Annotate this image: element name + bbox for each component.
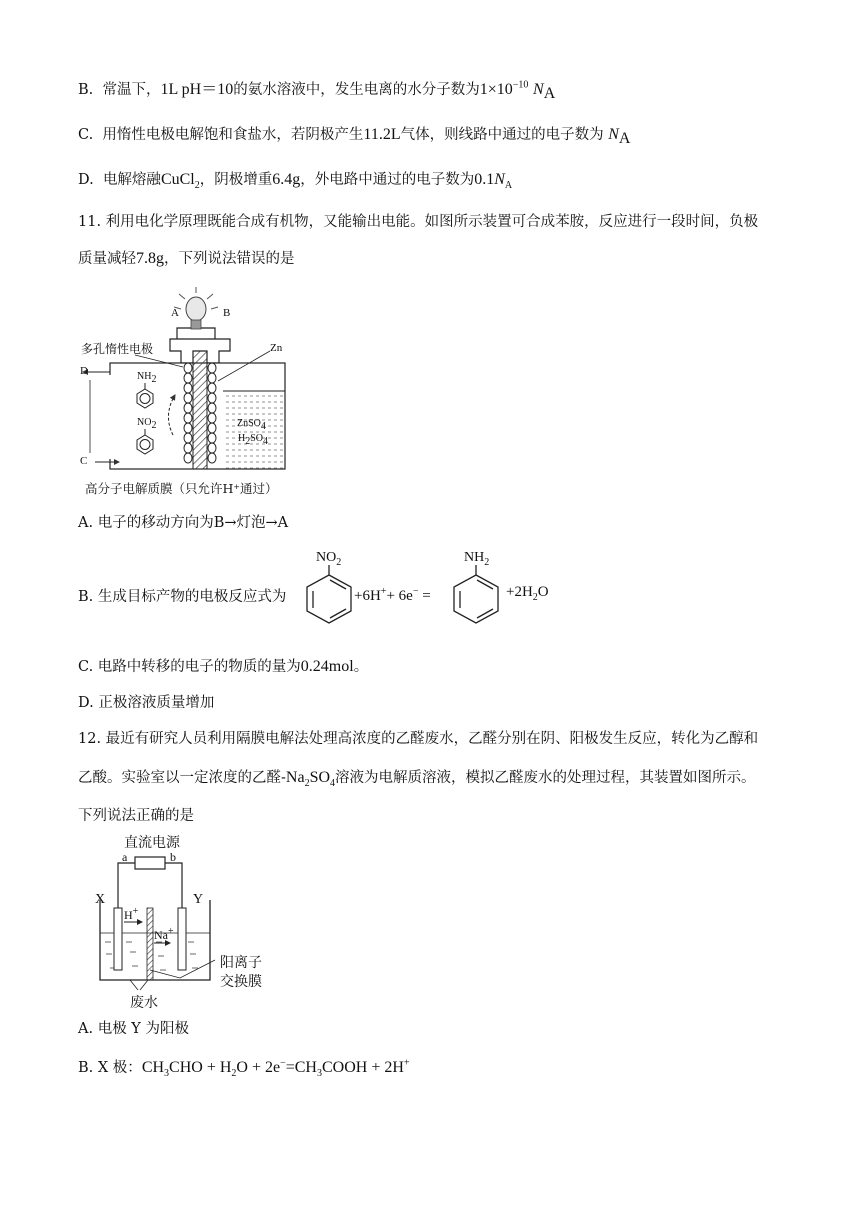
electrode-label: 多孔惰性电极 [81,342,154,356]
q11-option-d: D. 正极溶液质量增加 [78,695,215,711]
electrode-y-label: Y [193,892,204,907]
q10-option-d: D. 电解熔融CuCl$_2$，阴极增重6.4g，外电路中通过的电子数为$0.1N_A$ [78,171,513,192]
no2-group-label: $NO_2$ [316,550,342,568]
terminal-b-label: B [223,307,231,319]
q10-option-c: C. 用惰性电极电解饱和食盐水，若阴极产生11.2L气体，则线路中通过的电子数为 $N_A$ [78,126,631,147]
q12-figure [90,830,290,1015]
terminal-b-label: b [170,850,176,864]
zn-label: Zn [270,342,283,354]
q12-stem-line2: 乙酸。实验室以一定浓度的乙醛$-Na_2SO_4$溶液为电解质溶液，模拟乙醛废水的处理过程，其装置如图所示。 [78,769,756,790]
q10-option-b: B. 常温下，1L pH＝10的氨水溶液中，发生电离的水分子数为$1\times 10^{-10}$ $N_A$ [78,79,556,102]
q12-option-a: A. 电极 Y 为阳极 [78,1021,189,1037]
electrode-x-label: X [95,892,106,907]
na-ion-label: Na+ [154,926,174,942]
reactant-terms: +6H++ 6e− = [354,586,431,604]
inlet-c-label: C [80,455,88,467]
membrane-label-line2: 交换膜 [220,974,262,990]
no2-label: $NO_2$ [137,417,157,431]
terminal-a-label: a [122,850,128,864]
q11-option-b: B. 生成目标产物的电极反应式为 $NO_2$ $NH_2$ +6H++ 6e− = $+2H_2O$ [78,548,618,638]
q11-option-c: C. 电路中转移的电子的物质的量为0.24mol。 [78,658,369,675]
q12-stem-line1: 12. 最近有研究人员利用隔膜电解法处理高浓度的乙醛废水，乙醛分别在阴、阳极发生反应，转化为乙醇和 [78,731,759,747]
znso4-label: ZnSO$_4$ [237,418,266,432]
q11-option-a: A. 电子的移动方向为B→灯泡→A [78,515,289,531]
h-ion-label: H+ [124,906,139,922]
nh2-group-label: $NH_2$ [464,550,490,568]
q12-option-b: B. X 极：$CH_3CHO + H_2O$ + $2e^-=CH_3COOH + 2H^+$ [78,1057,410,1080]
q11-cell-diagram [75,285,295,500]
q11-figure [75,285,295,500]
q12-stem-line3: 下列说法正确的是 [78,808,194,824]
membrane-caption: 高分子电解质膜（只允许H⁺通过） [85,481,278,496]
product-water: $+2H_2O$ [506,584,549,603]
h2so4-label: $H_2SO_4$ [238,433,269,447]
terminal-a-label: A [171,307,179,319]
wastewater-label: 废水 [130,995,158,1011]
q11-stem-line1: 11. 利用电化学原理既能合成有机物，又能输出电能。如图所示装置可合成苯胺，反应进行一段时间，负极 [78,214,759,230]
q11-stem-line2: 质量减轻7.8g，下列说法错误的是 [78,250,295,267]
membrane-label-line1: 阳离子 [220,955,262,971]
power-source-label: 直流电源 [124,835,180,851]
bulb-icon [174,287,218,329]
nh2-label: $NH_2$ [137,371,157,385]
outlet-d-label: D [80,365,88,377]
